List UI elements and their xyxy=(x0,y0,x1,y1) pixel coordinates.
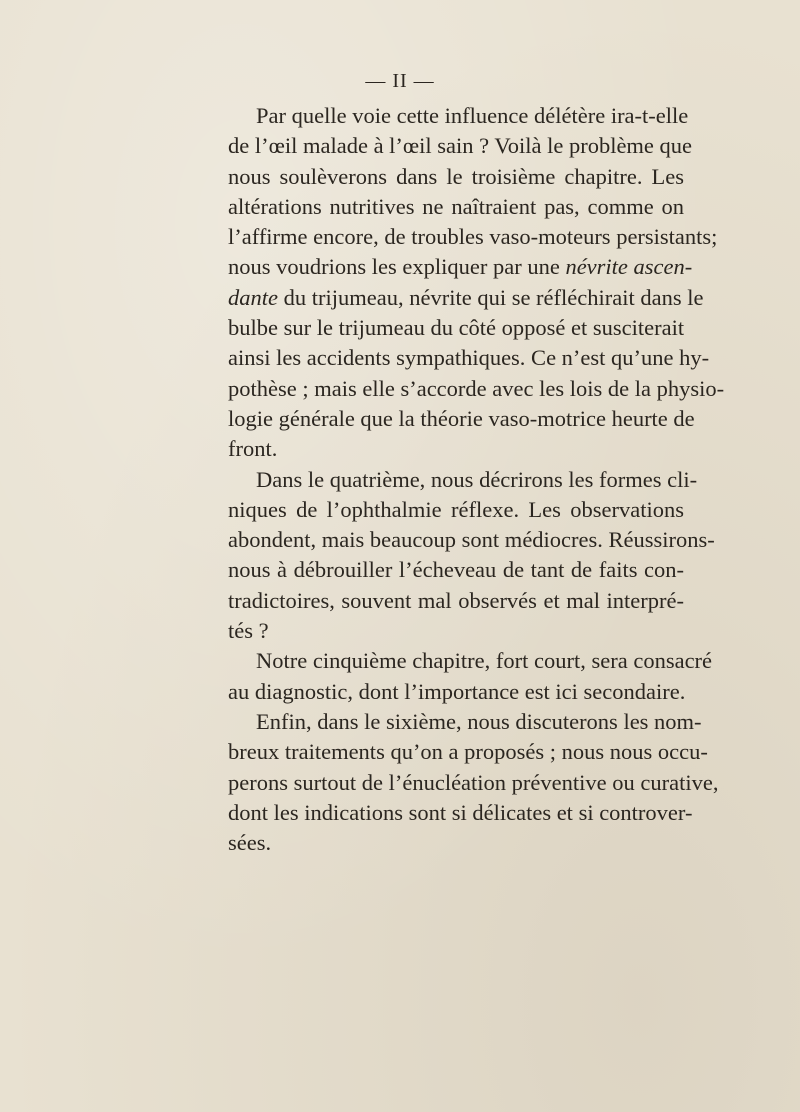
text-line: tradictoires, souvent mal observés et mal interpré- xyxy=(228,587,684,613)
italic-term: névrite ascen- xyxy=(565,254,693,280)
text-line: de l’œil malade à l’œil sain ? Voilà le problème que xyxy=(228,133,693,159)
text-line: bulbe sur le trijumeau du côté opposé et susciterait xyxy=(228,315,685,341)
text-line: perons surtout de l’énucléation préventive ou curative, xyxy=(228,769,719,795)
page-number: — II — xyxy=(365,70,435,92)
text-line: front. xyxy=(228,436,278,462)
text-line: logie générale que la théorie vaso-motrice heurte de xyxy=(228,405,695,431)
text-line: l’affirme encore, de troubles vaso-moteurs persistants; xyxy=(228,224,718,250)
text-line: ainsi les accidents sympathiques. Ce n’est qu’une hy- xyxy=(228,345,710,371)
italic-term: dante xyxy=(228,284,278,310)
text-line: nous soulèverons dans le troisième chapitre. Les xyxy=(228,163,684,189)
text-line: breux traitements qu’on a proposés ; nous nous occu- xyxy=(228,739,708,765)
text-line: nous voudrions les expliquer par une névrite ascen- xyxy=(228,254,693,280)
text-line: altérations nutritives ne naîtraient pas, comme on xyxy=(228,193,684,219)
text-line: abondent, mais beaucoup sont médiocres. Réussirons- xyxy=(228,527,715,553)
text-line: Dans le quatrième, nous décrirons les formes cli- xyxy=(256,466,698,492)
text-line: au diagnostic, dont l’importance est ici secondaire. xyxy=(228,678,686,704)
text-line: Par quelle voie cette influence délétère ira-t-elle xyxy=(256,103,689,128)
text-line: Enfin, dans le sixième, nous discuterons les nom- xyxy=(256,708,702,734)
body-text xyxy=(228,101,725,858)
text-line: nous à débrouiller l’écheveau de tant de faits con- xyxy=(228,557,684,583)
text-line: niques de l’ophthalmie réflexe. Les observations xyxy=(228,496,684,522)
text-line: dante du trijumeau, névrite qui se réfléchirait dans le xyxy=(228,284,704,310)
text-line: pothèse ; mais elle s’accorde avec les lois de la physio- xyxy=(228,375,725,401)
text-line: sées. xyxy=(228,830,272,856)
text-line: tés ? xyxy=(228,618,269,644)
text-line: dont les indications sont si délicates et si controver- xyxy=(228,799,693,825)
text-line: Notre cinquième chapitre, fort court, sera consacré xyxy=(256,648,713,674)
